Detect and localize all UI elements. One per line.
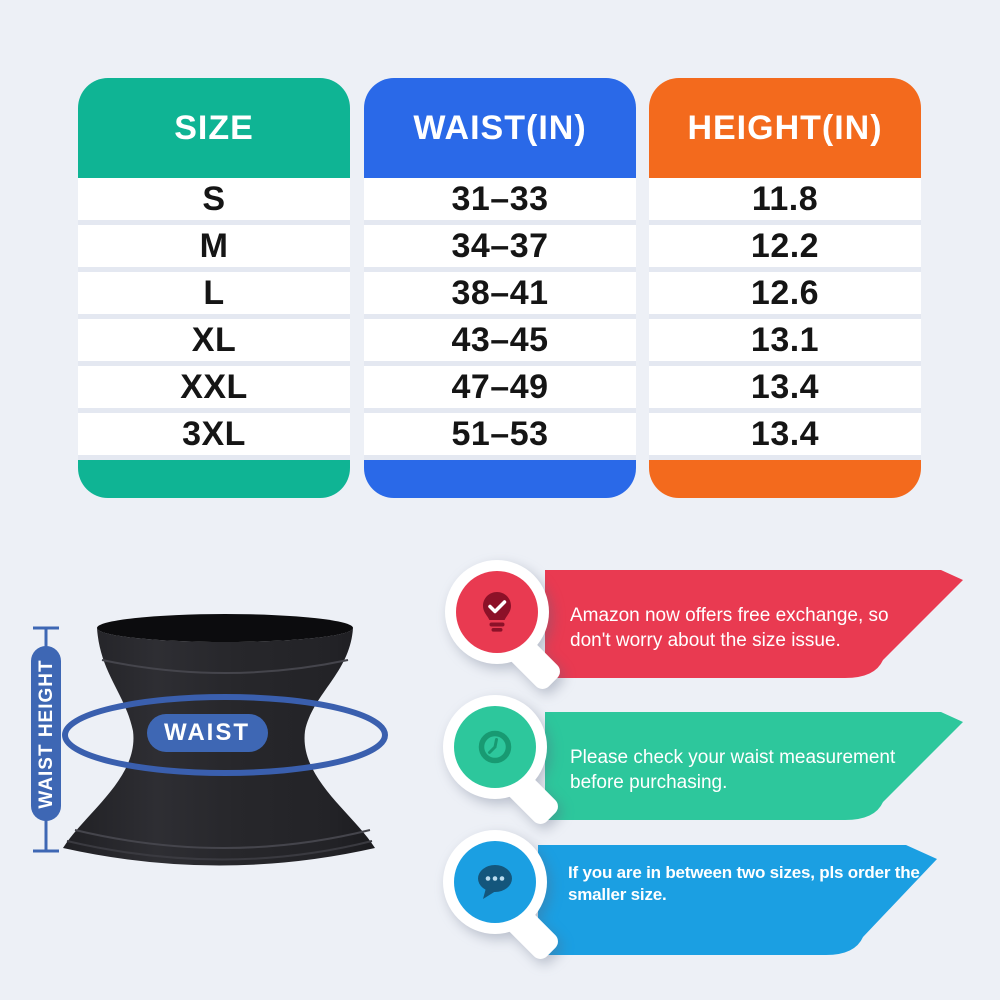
size-chart-column-size bbox=[78, 78, 350, 498]
table-cell-height: 11.8 bbox=[649, 178, 921, 225]
callout-text: If you are in between two sizes, pls order the smaller size. bbox=[568, 863, 920, 905]
table-cell-waist: 38–41 bbox=[364, 272, 636, 319]
table-cell-waist: 47–49 bbox=[364, 366, 636, 413]
table-cell-height: 13.4 bbox=[649, 366, 921, 413]
callout-text: Amazon now offers free exchange, so don't worry about the size issue. bbox=[570, 605, 889, 652]
column-footer-waist bbox=[364, 460, 636, 498]
callout-badge bbox=[443, 830, 568, 965]
table-cell-height: 12.2 bbox=[649, 225, 921, 272]
column-header-size bbox=[78, 78, 350, 178]
waist-label: WAIST bbox=[164, 719, 250, 746]
table-cell-height: 12.6 bbox=[649, 272, 921, 319]
table-cell-waist: 34–37 bbox=[364, 225, 636, 272]
table-cell-size: M bbox=[78, 225, 350, 272]
table-cell-waist: 51–53 bbox=[364, 413, 636, 460]
column-header-waist bbox=[364, 78, 636, 178]
waist-trainer-diagram bbox=[20, 598, 420, 888]
table-cell-height: 13.4 bbox=[649, 413, 921, 460]
callout-text: Please check your waist measurement before purchasing. bbox=[570, 747, 896, 794]
callout-badge bbox=[443, 695, 568, 830]
table-cell-waist: 43–45 bbox=[364, 319, 636, 366]
size-chart-column-waist bbox=[364, 78, 636, 498]
callout-badge bbox=[445, 560, 570, 695]
column-footer-height bbox=[649, 460, 921, 498]
size-chart-column-height bbox=[649, 78, 921, 498]
table-cell-size: S bbox=[78, 178, 350, 225]
column-header-label: HEIGHT(IN) bbox=[687, 108, 883, 147]
column-header-label: WAIST(IN) bbox=[413, 108, 587, 147]
column-footer-size bbox=[78, 460, 350, 498]
waist-height-label: WAIST HEIGHT bbox=[36, 659, 58, 809]
column-header-label: SIZE bbox=[174, 108, 254, 147]
table-cell-size: 3XL bbox=[78, 413, 350, 460]
table-cell-height: 13.1 bbox=[649, 319, 921, 366]
table-cell-size: XL bbox=[78, 319, 350, 366]
table-cell-size: XXL bbox=[78, 366, 350, 413]
table-cell-size: L bbox=[78, 272, 350, 319]
garment-opening bbox=[97, 614, 353, 642]
column-header-height bbox=[649, 78, 921, 178]
table-cell-waist: 31–33 bbox=[364, 178, 636, 225]
